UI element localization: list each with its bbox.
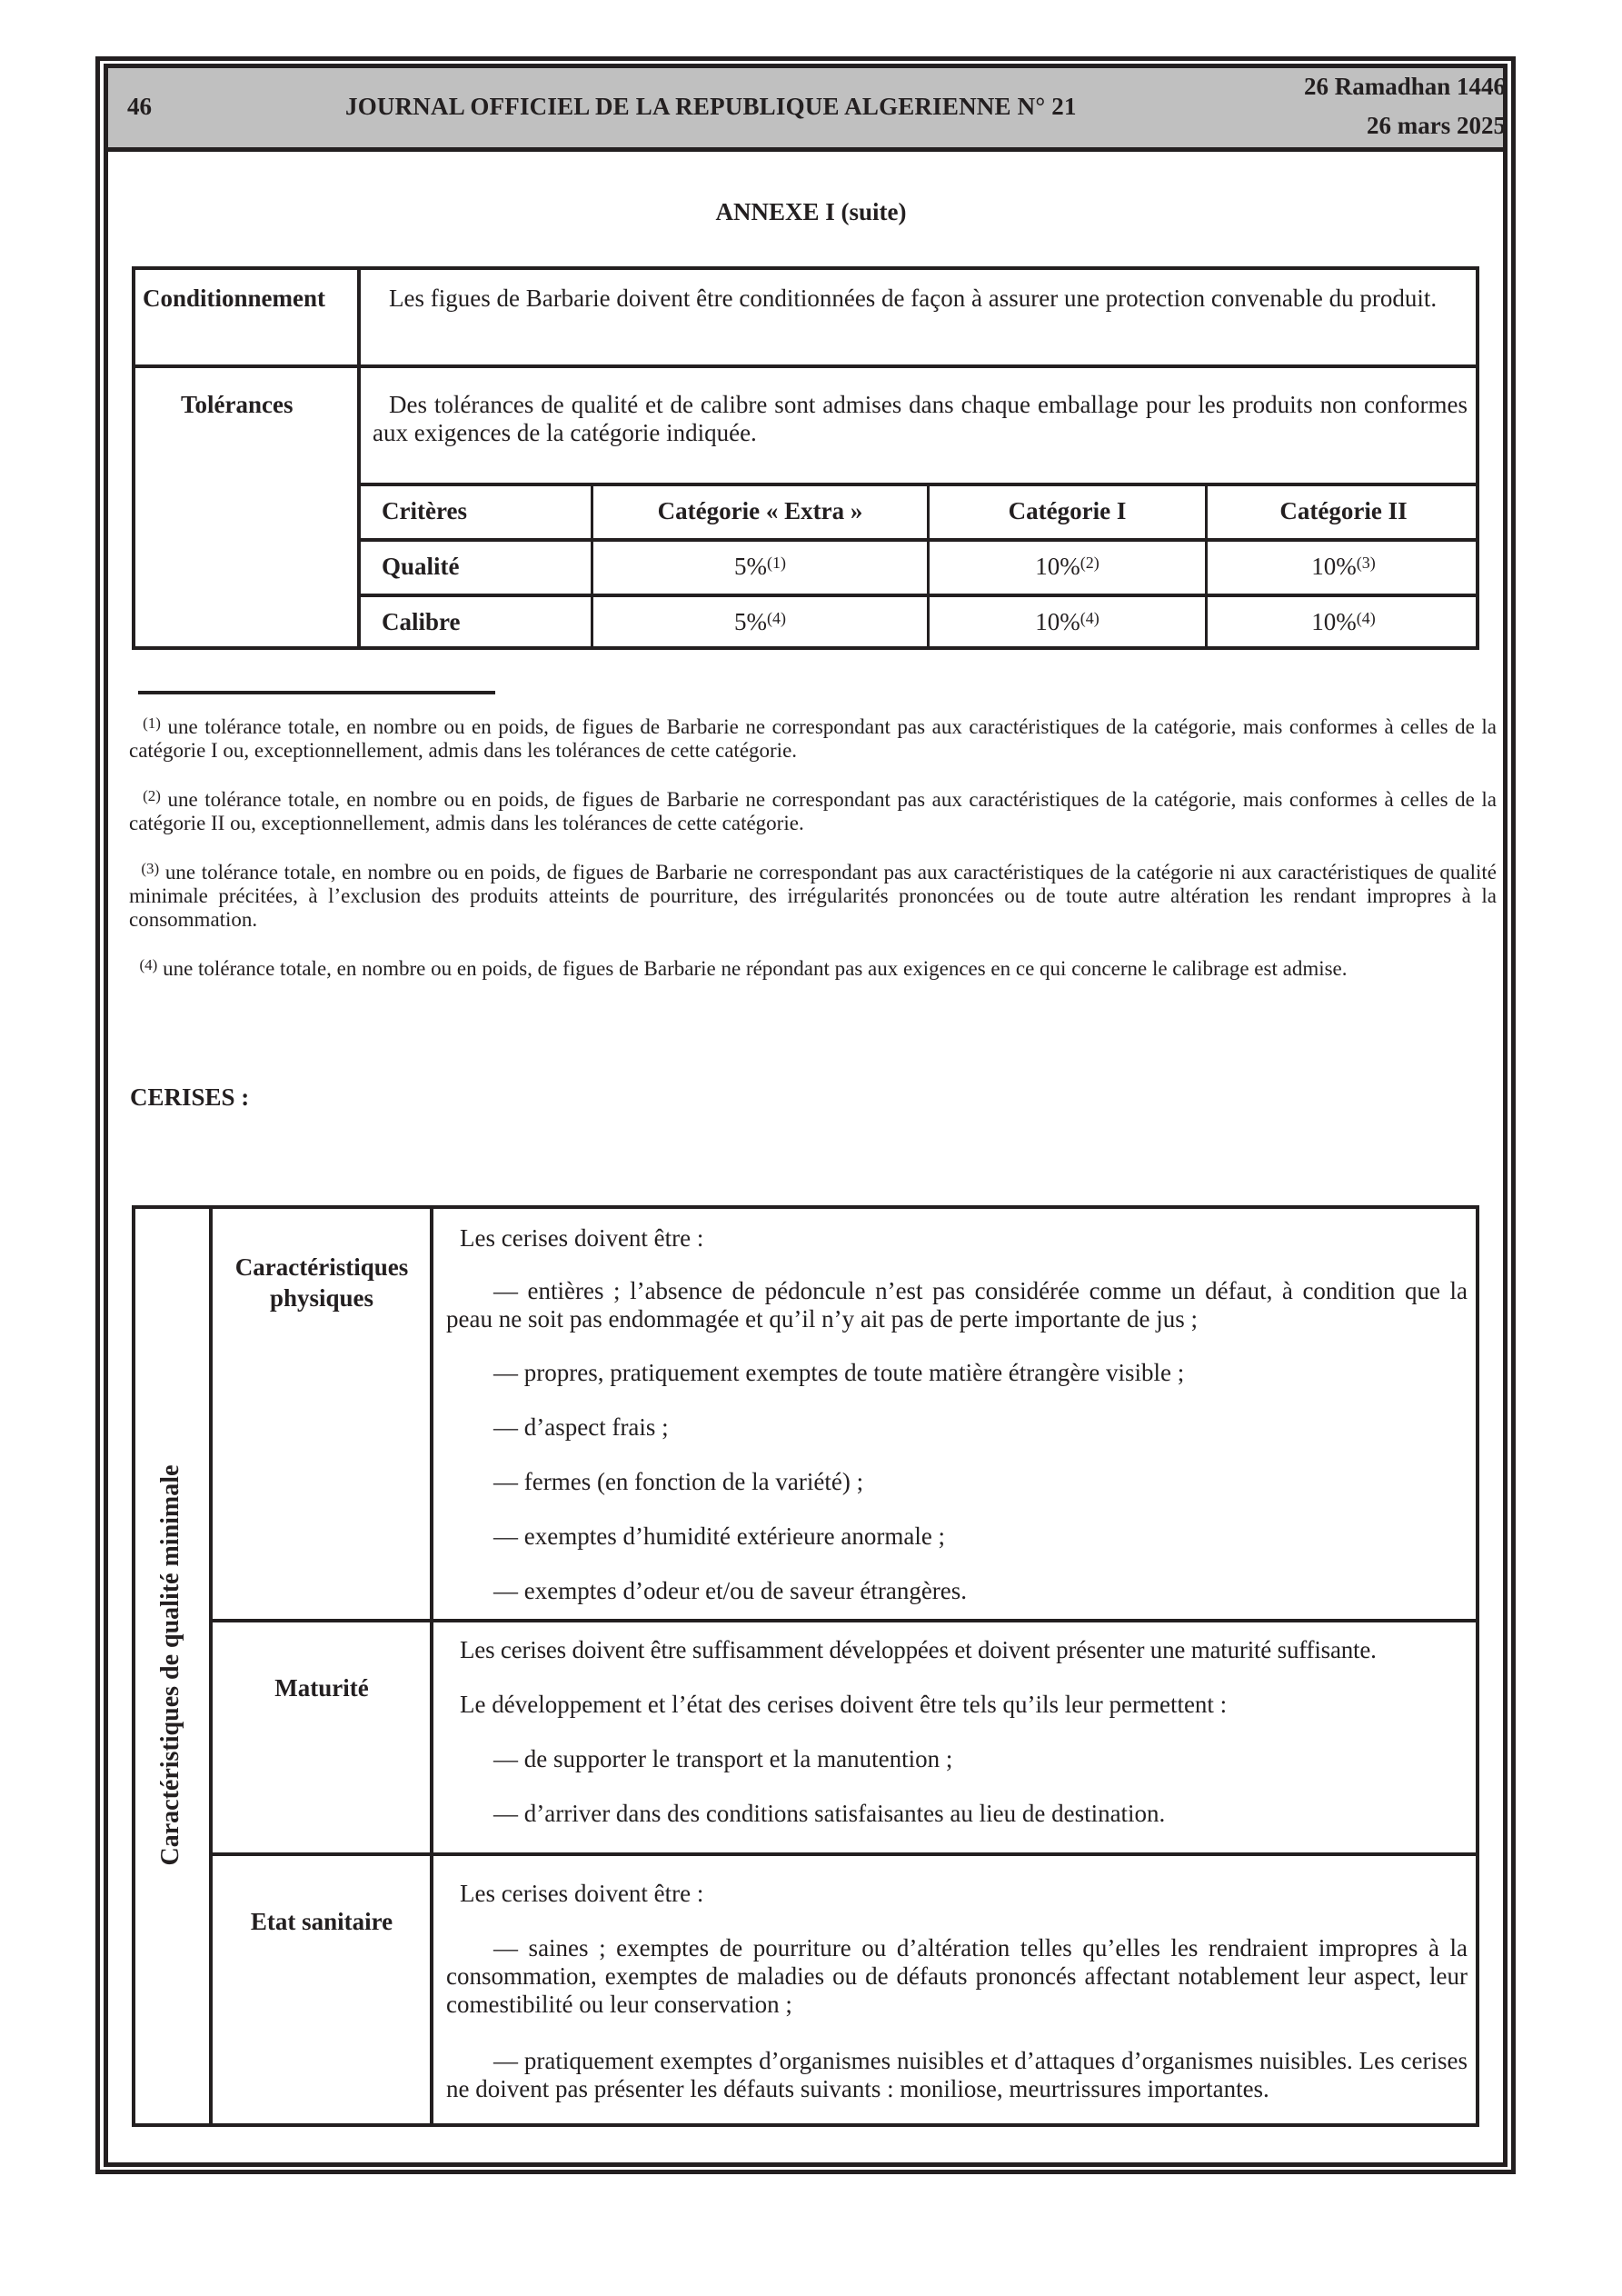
- header-criteres: Critères: [382, 497, 467, 524]
- criterion-qualite: Qualité: [382, 553, 460, 580]
- paragraph: — fermes (en fonction de la variété) ;: [493, 1468, 864, 1495]
- hijri-date: 26 Ramadhan 1446: [1303, 73, 1506, 100]
- row-label-etat-sanitaire: Etat sanitaire: [250, 1908, 393, 1935]
- paragraph: Les cerises doivent être :: [460, 1224, 704, 1252]
- figues-table: [132, 266, 1479, 650]
- row-label-caracteristiques-physiques: [214, 1252, 429, 1313]
- paragraph: — pratiquement exemptes d’organismes nuisibles et d’attaques d’organismes nuisibles. Les cerises ne doivent pas présenter les défauts suivants : moniliose, meurtrissures importantes.: [446, 2047, 1468, 2102]
- tolerance-value: 10%$^{(2)}$: [1035, 553, 1100, 580]
- row-label-tolerances: Tolérances: [181, 391, 294, 418]
- table-divider: [211, 1619, 1479, 1622]
- gregorian-date: 26 mars 2025: [1367, 112, 1506, 139]
- row-label-line: Caractéristiques: [234, 1253, 409, 1281]
- tolerance-value: 5%$^{(4)}$: [734, 608, 786, 635]
- row-label-conditionnement: Conditionnement: [143, 285, 326, 312]
- paragraph: — saines ; exemptes de pourriture ou d’altération telles qu’elles les rendraient impropres à la consommation, exemptes de maladies ou de défauts prononcés affectant notablement leur aspect, leur comestibilité ou leur conservation ;: [446, 1934, 1468, 2018]
- table-divider: [357, 538, 1479, 542]
- criterion-calibre: Calibre: [382, 608, 461, 635]
- footnote-2: $^{(2)}$ une tolérance totale, en nombre ou en poids, de figues de Barbarie ne correspondant pas aux caractéristiques de la catégorie, mais conformes à celles de la catégorie II ou, exceptionnellement, admis dans les tolérances de cette catégorie.: [129, 787, 1498, 834]
- table-divider: [357, 483, 1479, 486]
- paragraph: Les cerises doivent être suffisamment développées et doivent présenter une maturité suffisante.: [460, 1636, 1377, 1663]
- table-divider: [357, 266, 361, 650]
- footnote-3: $^{(3)}$ une tolérance totale, en nombre ou en poids, de figues de Barbarie ne correspondant pas aux caractéristiques de la catégorie ni aux caractéristiques de qualité minimale précitées, à l’exclusion des produits atteints de pourriture, des irrégularités prononcées ou de toute autre altération les rendant impropres à la consommation.: [129, 860, 1497, 931]
- paragraph: — propres, pratiquement exemptes de toute matière étrangère visible ;: [493, 1359, 1185, 1386]
- table-divider: [209, 1205, 213, 2127]
- row-text-tolerances: Des tolérances de qualité et de calibre sont admises dans chaque emballage pour les produits non conformes aux exigences de la catégorie indiquée.: [373, 391, 1468, 446]
- journal-title: JOURNAL OFFICIEL DE LA REPUBLIQUE ALGERIENNE N° 21: [345, 93, 1077, 120]
- paragraph: — entières ; l’absence de pédoncule n’est pas considérée comme un défaut, à condition que la peau ne soit pas endommagée et qu’il n’y ait pas de perte importante de jus ;: [446, 1277, 1468, 1333]
- tolerance-value: 10%$^{(4)}$: [1035, 608, 1100, 635]
- annex-title: ANNEXE I (suite): [715, 198, 907, 225]
- group-label-qualite-minimale: Caractéristiques de qualité minimale: [156, 1464, 184, 1866]
- paragraph: — de supporter le transport et la manutention ;: [493, 1745, 953, 1772]
- footnote-1: $^{(1)}$ une tolérance totale, en nombre ou en poids, de figues de Barbarie ne correspondant pas aux caractéristiques de la catégorie, mais conformes à celles de la catégorie I ou, exceptionnellement, admis dans les tolérances de cette catégorie.: [129, 714, 1498, 762]
- row-label-line: physiques: [269, 1284, 374, 1312]
- table-divider: [357, 594, 1479, 597]
- paragraph: — d’arriver dans des conditions satisfaisantes au lieu de destination.: [493, 1800, 1166, 1827]
- header-categorie-ii: Catégorie II: [1279, 497, 1408, 524]
- row-text-conditionnement: Les figues de Barbarie doivent être conditionnées de façon à assurer une protection convenable du produit.: [389, 285, 1438, 312]
- row-label-maturite: Maturité: [274, 1674, 369, 1702]
- header-categorie-extra: Catégorie « Extra »: [657, 497, 863, 524]
- tolerance-value: 10%$^{(3)}$: [1311, 553, 1376, 580]
- footnote-separator: [138, 691, 495, 694]
- paragraph: — exemptes d’humidité extérieure anormale ;: [493, 1522, 946, 1550]
- paragraph: Le développement et l’état des cerises doivent être tels qu’ils leur permettent :: [460, 1691, 1228, 1718]
- table-divider: [132, 364, 1479, 368]
- footnote-4: $^{(4)}$ une tolérance totale, en nombre ou en poids, de figues de Barbarie ne répondant pas aux exigences en ce qui concerne le calibrage est admise.: [139, 956, 1348, 980]
- paragraph: — d’aspect frais ;: [493, 1413, 669, 1441]
- tolerance-value: 10%$^{(4)}$: [1311, 608, 1376, 635]
- paragraph: — exemptes d’odeur et/ou de saveur étrangères.: [493, 1577, 968, 1604]
- paragraph: Les cerises doivent être :: [460, 1880, 704, 1907]
- header-categorie-i: Catégorie I: [1008, 497, 1127, 524]
- section-title-cerises: CERISES :: [130, 1083, 250, 1111]
- table-divider: [430, 1205, 433, 2127]
- page-number: 46: [127, 93, 152, 120]
- tolerance-value: 5%$^{(1)}$: [734, 553, 786, 580]
- table-divider: [211, 1852, 1479, 1856]
